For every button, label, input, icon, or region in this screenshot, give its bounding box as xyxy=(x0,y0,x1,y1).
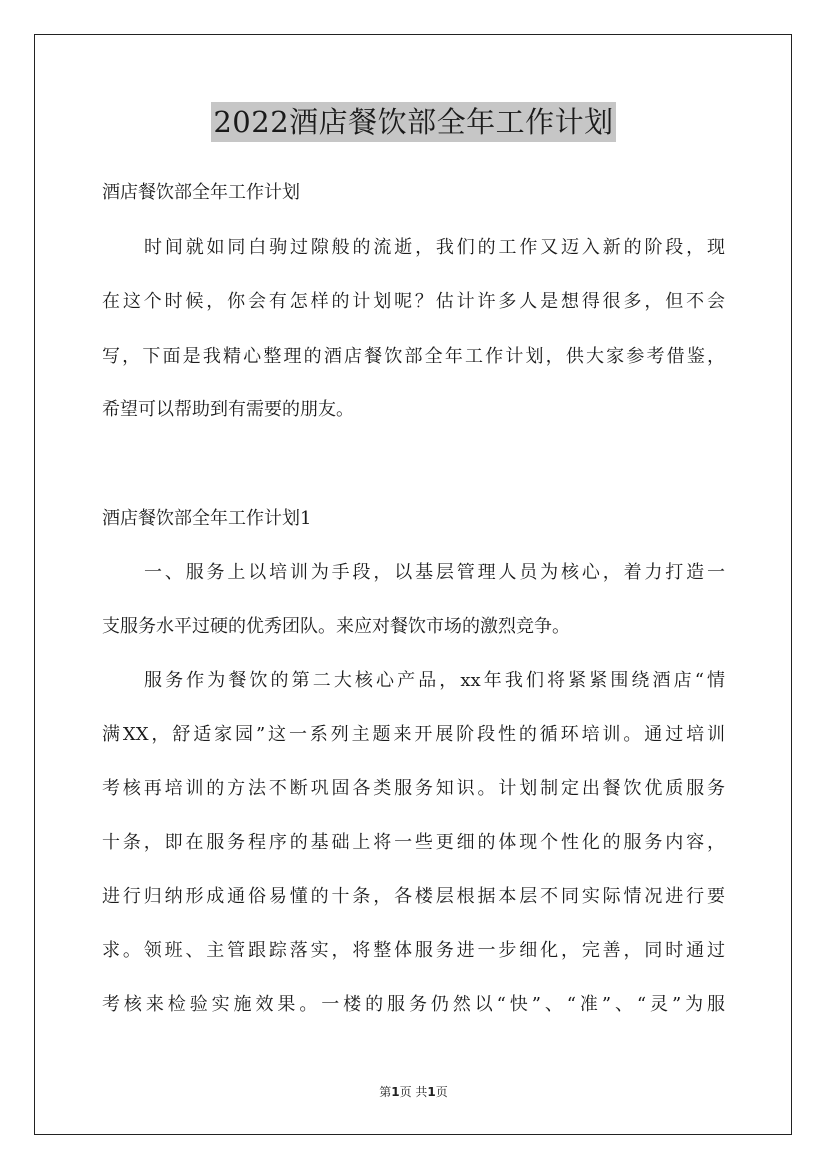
document-title-text: 2022酒店餐饮部全年工作计划 xyxy=(211,102,615,142)
footer-prefix: 第 xyxy=(379,1085,392,1099)
footer-suffix: 页 xyxy=(435,1085,448,1099)
section-line-4: 满XX，舒适家园”这一系列主题来开展阶段性的循环培训。通过培训 xyxy=(102,724,725,745)
section-line-5: 考核再培训的方法不断巩固各类服务知识。计划制定出餐饮优质服务 xyxy=(102,778,725,799)
intro-line-2: 在这个时候，你会有怎样的计划呢？估计许多人是想得很多，但不会 xyxy=(102,291,725,312)
section-line-9: 考核来检验实施效果。一楼的服务仍然以“快”、“准”、“灵”为服 xyxy=(102,994,725,1015)
footer-mid: 页 共 xyxy=(399,1085,428,1099)
section-line-8: 求。领班、主管跟踪落实，将整体服务进一步细化，完善，同时通过 xyxy=(102,940,725,961)
section-title: 酒店餐饮部全年工作计划1 xyxy=(102,508,312,529)
intro-line-4: 希望可以帮助到有需要的朋友。 xyxy=(102,399,354,420)
document-subtitle: 酒店餐饮部全年工作计划 xyxy=(102,182,300,203)
section-line-2: 支服务水平过硬的优秀团队。来应对餐饮市场的激烈竞争。 xyxy=(102,616,570,637)
section-line-3: 服务作为餐饮的第二大核心产品，xx年我们将紧紧围绕酒店“情 xyxy=(144,670,725,691)
footer-page-current: 1 xyxy=(391,1085,400,1099)
document-title xyxy=(0,102,827,142)
footer-page-total: 1 xyxy=(427,1085,436,1099)
intro-line-3: 写，下面是我精心整理的酒店餐饮部全年工作计划，供大家参考借鉴， xyxy=(102,346,725,367)
section-line-1: 一、服务上以培训为手段，以基层管理人员为核心，着力打造一 xyxy=(144,562,725,583)
section-line-6: 十条，即在服务程序的基础上将一些更细的体现个性化的服务内容， xyxy=(102,832,725,853)
page-footer xyxy=(0,1084,827,1100)
section-line-7: 进行归纳形成通俗易懂的十条，各楼层根据本层不同实际情况进行要 xyxy=(102,886,725,907)
intro-line-1: 时间就如同白驹过隙般的流逝，我们的工作又迈入新的阶段，现 xyxy=(144,237,725,258)
